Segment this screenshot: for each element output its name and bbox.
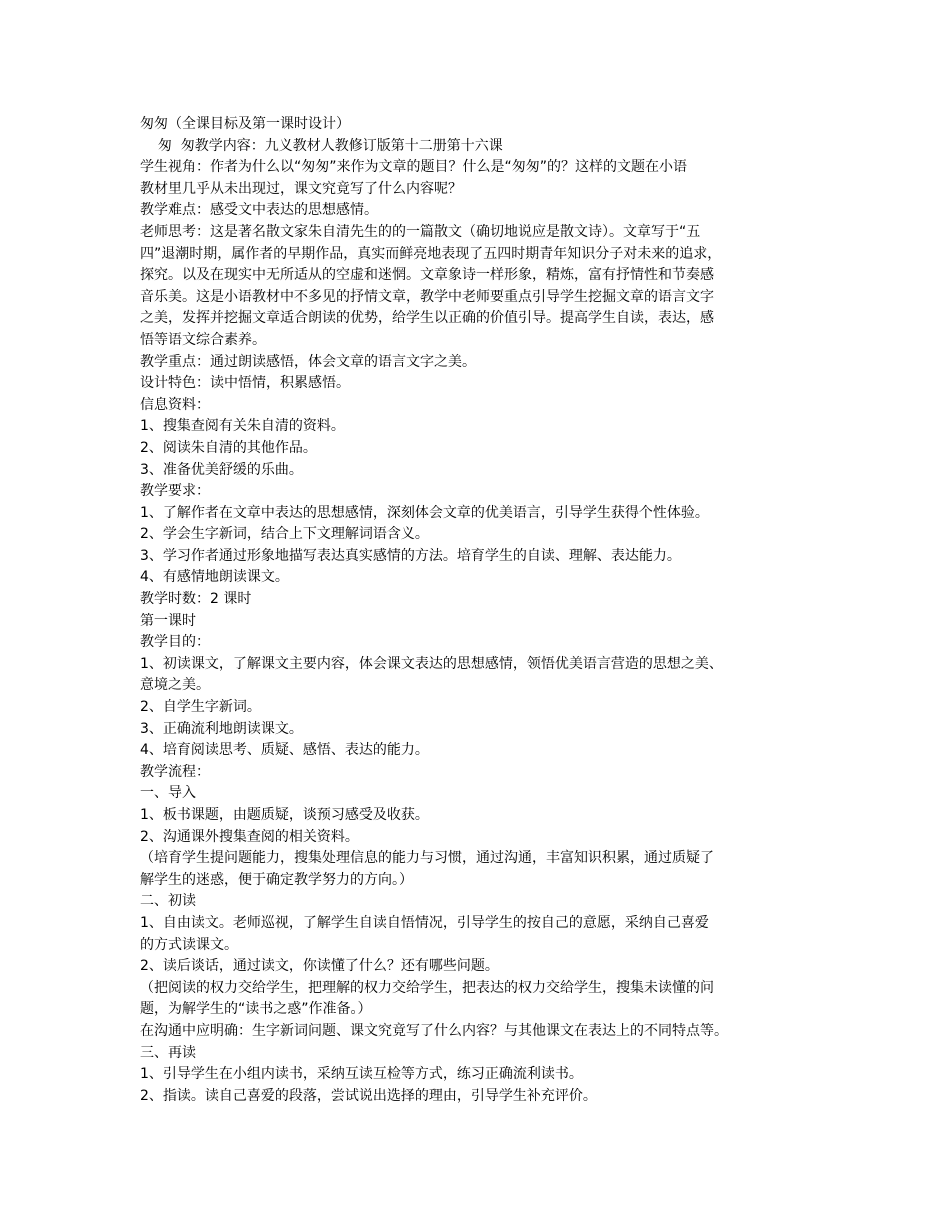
text-line: 之美，发挥并挖掘文章适合朗读的优势，给学生以正确的价值引导。提高学生自读，表达，感 (140, 310, 714, 327)
list-item: 1、初读课文，了解课文主要内容，体会课文表达的思想感情，领悟优美语言营造的思想之美、 (140, 655, 723, 672)
teaching-content: 匆 匆教学内容：九义教材人教修订版第十二册第十六课 (140, 137, 503, 154)
list-item: 2、自学生字新词。 (140, 699, 261, 716)
list-item: 2、指读。读自己喜爱的段落，尝试说出选择的理由，引导学生补充评价。 (140, 1087, 597, 1104)
document-title: 匆匆（全课目标及第一课时设计） (140, 116, 350, 132)
section-heading: 第一课时 (140, 612, 196, 629)
text-line: 设计特色：读中悟情，积累感悟。 (140, 375, 350, 392)
list-item: 3、正确流利地朗读课文。 (140, 720, 303, 737)
section-heading: 二、初读 (140, 893, 196, 910)
list-item: 1、了解作者在文章中表达的思想感情，深刻体会文章的优美语言，引导学生获得个性体验。 (140, 504, 709, 521)
text-line: 老师思考：这是著名散文家朱自清先生的的一篇散文（确切地说应是散文诗）。文章写于“五 (140, 223, 701, 240)
list-item: 2、学会生字新词，结合上下文理解词语含义。 (140, 526, 429, 543)
list-item: 2、阅读朱自清的其他作品。 (140, 439, 317, 456)
list-item: 1、引导学生在小组内读书，采纳互读互检等方式，练习正确流利读书。 (140, 1066, 583, 1083)
section-heading: 教学要求： (140, 483, 210, 500)
text-line: （培育学生提问题能力，搜集处理信息的能力与习惯，通过沟通，丰富知识积累，通过质疑了 (140, 850, 714, 867)
section-heading: 教学流程： (140, 763, 210, 780)
text-line: 音乐美。这是小语教材中不多见的抒情文章，教学中老师要重点引导学生挖掘文章的语言文字 (140, 288, 714, 305)
text-line: 解学生的迷惑，便于确定教学努力的方向。） (140, 871, 413, 888)
text-line: 悟等语文综合素养。 (140, 331, 266, 348)
text-line: （把阅读的权力交给学生，把理解的权力交给学生，把表达的权力交给学生，搜集未读懂的问 (140, 979, 714, 996)
section-heading: 一、导入 (140, 785, 196, 802)
section-heading: 教学目的： (140, 634, 210, 651)
list-item: 意境之美。 (140, 677, 210, 694)
list-item: 1、搜集查阅有关朱自清的资料。 (140, 418, 345, 435)
text-line: 学生视角：作者为什么以“匆匆”来作为文章的题目？什么是“匆匆”的？这样的文题在小语 (140, 159, 688, 176)
text-line: 教学难点：感受文中表达的思想感情。 (140, 202, 378, 219)
list-item: 2、读后谈话，通过读文，你读懂了什么？还有哪些问题。 (140, 958, 499, 975)
text-line: 教学时数：2 课时 (140, 591, 252, 608)
list-item: 2、沟通课外搜集查阅的相关资料。 (140, 828, 359, 845)
list-item: 4、有感情地朗读课文。 (140, 569, 289, 586)
section-heading: 信息资料： (140, 396, 210, 413)
section-heading: 三、再读 (140, 1044, 196, 1061)
text-line: 四”退潮时期，属作者的早期作品，真实而鲜亮地表现了五四时期青年知识分子对未来的追求， (140, 245, 722, 262)
list-item: 1、自由读文。老师巡视，了解学生自读自悟情况，引导学生的按自己的意愿，采纳自己喜爱 (140, 914, 709, 931)
document-body (140, 114, 820, 1107)
text-line: 在沟通中应明确：生字新词问题、课文究竟写了什么内容？与其他课文在表达上的不同特点等。 (140, 1022, 728, 1039)
text-line: 教材里几乎从未出现过，课文究竟写了什么内容呢？ (140, 180, 462, 197)
text-line: 教学重点：通过朗读感悟，体会文章的语言文字之美。 (140, 353, 476, 370)
list-item: 3、学习作者通过形象地描写表达真实感情的方法。培育学生的自读、理解、表达能力。 (140, 547, 681, 564)
list-item: 4、培育阅读思考、质疑、感悟、表达的能力。 (140, 742, 429, 759)
list-item: 的方式读课文。 (140, 936, 238, 953)
text-line: 题，为解学生的“读书之惑”作准备。） (140, 1001, 372, 1018)
list-item: 3、准备优美舒缓的乐曲。 (140, 461, 303, 478)
text-line: 探究。以及在现实中无所适从的空虚和迷惘。文章象诗一样形象，精炼，富有抒情性和节奏感 (140, 267, 714, 284)
list-item: 1、板书课题，由题质疑，谈预习感受及收获。 (140, 807, 429, 823)
